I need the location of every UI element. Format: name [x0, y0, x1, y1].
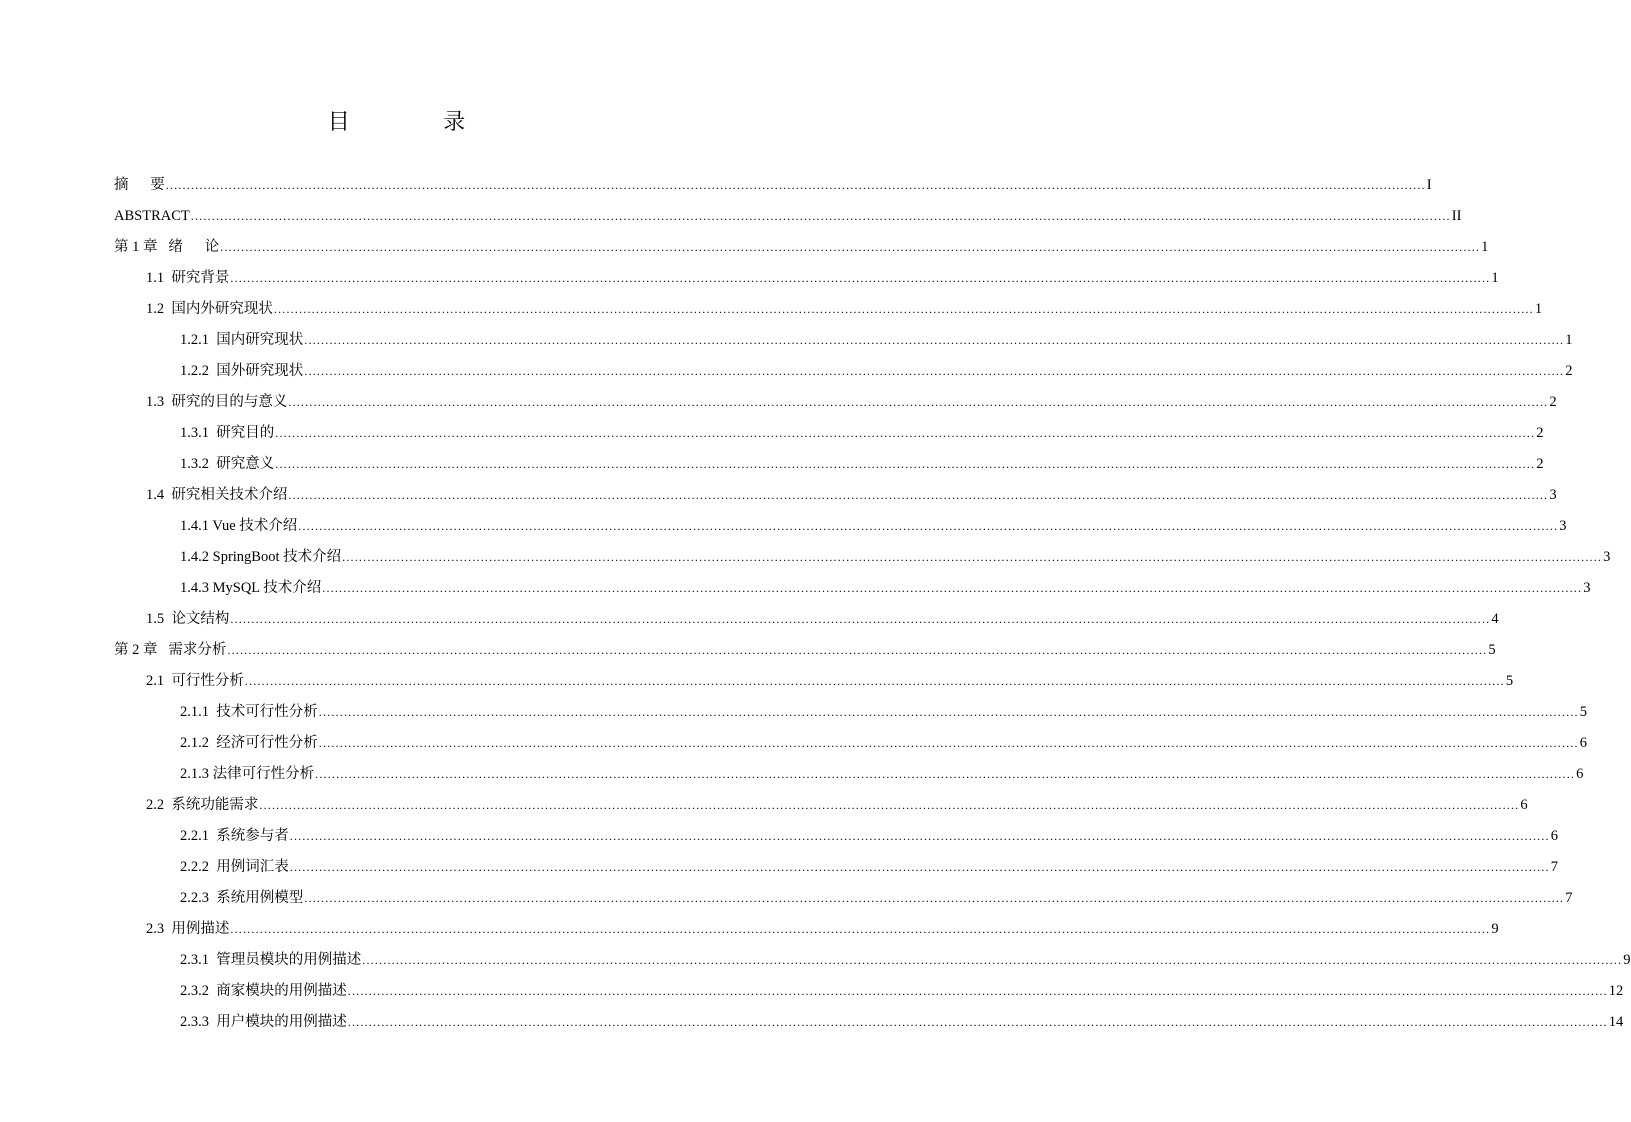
toc-entry[interactable]	[114, 233, 1489, 261]
toc-page-number: 3	[1549, 487, 1557, 503]
toc-entry-label: 1.5 论文结构	[146, 611, 230, 627]
toc-entry[interactable]	[146, 791, 1528, 819]
toc-page-number: 1	[1565, 332, 1573, 348]
toc-entry[interactable]	[180, 946, 1631, 974]
toc-entry-label: 1.4.2 SpringBoot 技术介绍	[180, 549, 342, 565]
toc-leader-dots: ............................................................................................................................................................................................................................................................................................................	[230, 922, 1491, 936]
toc-entry-label: 2.1 可行性分析	[146, 673, 244, 689]
toc-entry-label: 1.2.1 国内研究现状	[180, 332, 304, 348]
toc-page-number: 1	[1481, 239, 1489, 255]
toc-entry[interactable]	[180, 729, 1587, 757]
toc-entry[interactable]	[180, 760, 1584, 788]
toc-entry[interactable]	[180, 543, 1611, 571]
toc-page-number: 2	[1565, 363, 1573, 379]
toc-entry[interactable]	[180, 450, 1544, 478]
toc-entry-label: 2.3 用例描述	[146, 921, 230, 937]
toc-page-number: 9	[1623, 952, 1631, 968]
toc-page-number: 2	[1536, 456, 1544, 472]
toc-entry-label: 1.3.2 研究意义	[180, 456, 275, 472]
toc-entry-label: 2.2.1 系统参与者	[180, 828, 289, 844]
toc-page-number: 7	[1550, 859, 1558, 875]
toc-page-number: 5	[1579, 704, 1587, 720]
toc-leader-dots: ............................................................................................................................................................................................................................................................................................................	[304, 891, 1565, 905]
toc-leader-dots: ............................................................................................................................................................................................................................................................................................................	[288, 488, 1549, 502]
toc-leader-dots: ............................................................................................................................................................................................................................................................................................................	[288, 395, 1549, 409]
toc-entry[interactable]	[146, 295, 1543, 323]
toc-page-number: I	[1426, 177, 1432, 193]
toc-page-number: 7	[1565, 890, 1573, 906]
toc-leader-dots: ............................................................................................................................................................................................................................................................................................................	[273, 302, 1534, 316]
toc-entry[interactable]	[180, 326, 1573, 354]
toc-page-number: 6	[1579, 735, 1587, 751]
toc-leader-dots: ............................................................................................................................................................................................................................................................................................................	[318, 705, 1579, 719]
toc-entry[interactable]	[146, 264, 1499, 292]
toc-leader-dots: ............................................................................................................................................................................................................................................................................................................	[220, 240, 1481, 254]
toc-page-number: 3	[1559, 518, 1567, 534]
toc-leader-dots: ............................................................................................................................................................................................................................................................................................................	[318, 736, 1579, 750]
toc-entry[interactable]	[180, 512, 1567, 540]
toc-leader-dots: ............................................................................................................................................................................................................................................................................................................	[259, 798, 1520, 812]
toc-entry-label: 1.3.1 研究目的	[180, 425, 275, 441]
toc-page-number: 5	[1505, 673, 1514, 689]
toc-leader-dots: ............................................................................................................................................................................................................................................................................................................	[322, 581, 1583, 595]
toc-entry-label: 1.3 研究的目的与意义	[146, 394, 288, 410]
toc-entry-label: 2.2.2 用例词汇表	[180, 859, 289, 875]
toc-entry[interactable]	[180, 884, 1573, 912]
toc-entry-label: 摘 要	[114, 177, 165, 193]
toc-leader-dots: ............................................................................................................................................................................................................................................................................................................	[342, 550, 1603, 564]
toc-leader-dots: ............................................................................................................................................................................................................................................................................................................	[304, 333, 1565, 347]
toc-entry[interactable]	[180, 698, 1587, 726]
toc-entry-label: 2.1.2 经济可行性分析	[180, 735, 318, 751]
toc-leader-dots: ............................................................................................................................................................................................................................................................................................................	[275, 457, 1536, 471]
toc-leader-dots: ............................................................................................................................................................................................................................................................................................................	[227, 643, 1488, 657]
toc-entry[interactable]	[146, 915, 1499, 943]
toc-page-number: 9	[1491, 921, 1499, 937]
toc-page-number: II	[1451, 208, 1462, 224]
toc-leader-dots: ............................................................................................................................................................................................................................................................................................................	[362, 953, 1623, 967]
toc-entry[interactable]	[114, 171, 1432, 199]
toc-entry-label: 1.2.2 国外研究现状	[180, 363, 304, 379]
toc-leader-dots: ............................................................................................................................................................................................................................................................................................................	[347, 1015, 1608, 1029]
toc-entry-label: ABSTRACT	[114, 208, 190, 224]
toc-entry[interactable]	[146, 605, 1499, 633]
toc-page-number: 6	[1550, 828, 1558, 844]
toc-entry-label: 2.3.3 用户模块的用例描述	[180, 1014, 347, 1030]
toc-page-number: 3	[1583, 580, 1591, 596]
toc-page-number: 1	[1534, 301, 1543, 317]
toc-leader-dots: ............................................................................................................................................................................................................................................................................................................	[304, 364, 1565, 378]
toc-leader-dots: ............................................................................................................................................................................................................................................................................................................	[230, 271, 1491, 285]
toc-leader-dots: ............................................................................................................................................................................................................................................................................................................	[289, 829, 1550, 843]
toc-leader-dots: ............................................................................................................................................................................................................................................................................................................	[289, 860, 1550, 874]
toc-entry[interactable]	[146, 667, 1514, 695]
toc-entry-label: 1.1 研究背景	[146, 270, 230, 286]
toc-entry-label: 2.1.3 法律可行性分析	[180, 766, 315, 782]
toc-page-number: 4	[1491, 611, 1499, 627]
toc-page-number: 5	[1488, 642, 1496, 658]
toc-leader-dots: ............................................................................................................................................................................................................................................................................................................	[347, 984, 1608, 998]
toc-entry[interactable]	[180, 977, 1624, 1005]
toc-entry-label: 2.2 系统功能需求	[146, 797, 259, 813]
toc-page-number: 6	[1576, 766, 1584, 782]
toc-page-number: 2	[1549, 394, 1557, 410]
toc-entry[interactable]	[146, 481, 1557, 509]
toc-leader-dots: ............................................................................................................................................................................................................................................................................................................	[190, 209, 1451, 223]
toc-entry-label: 第 2 章 需求分析	[114, 642, 227, 658]
toc-entry-label: 2.3.1 管理员模块的用例描述	[180, 952, 362, 968]
toc-entry-label: 2.2.3 系统用例模型	[180, 890, 304, 906]
toc-entry[interactable]	[146, 388, 1557, 416]
toc-page-number: 3	[1603, 549, 1611, 565]
toc-entry-label: 1.4 研究相关技术介绍	[146, 487, 288, 503]
page-title: 目 录	[327, 109, 510, 134]
toc-page-number: 1	[1491, 270, 1499, 286]
toc-entry-label: 2.1.1 技术可行性分析	[180, 704, 318, 720]
toc-leader-dots: ............................................................................................................................................................................................................................................................................................................	[315, 767, 1576, 781]
toc-entry[interactable]	[180, 1008, 1624, 1036]
toc-leader-dots: ............................................................................................................................................................................................................................................................................................................	[165, 178, 1426, 192]
toc-entry-label: 1.4.3 MySQL 技术介绍	[180, 580, 322, 596]
toc-entry-label: 1.2 国内外研究现状	[146, 301, 273, 317]
toc-entry[interactable]	[180, 574, 1591, 602]
toc-entry-label: 1.4.1 Vue 技术介绍	[180, 518, 298, 534]
toc-entry[interactable]	[180, 822, 1558, 850]
toc-leader-dots: ............................................................................................................................................................................................................................................................................................................	[275, 426, 1536, 440]
toc-entry[interactable]	[114, 202, 1462, 230]
toc-entry[interactable]	[114, 636, 1496, 664]
toc-page-number: 6	[1520, 797, 1528, 813]
toc-page-number: 12	[1608, 983, 1624, 999]
toc-leader-dots: ............................................................................................................................................................................................................................................................................................................	[230, 612, 1491, 626]
toc-entry-label: 第 1 章 绪 论	[114, 239, 220, 255]
toc-leader-dots: ............................................................................................................................................................................................................................................................................................................	[298, 519, 1559, 533]
toc-leader-dots: ............................................................................................................................................................................................................................................................................................................	[244, 674, 1505, 688]
toc-entry[interactable]	[180, 853, 1558, 881]
toc-page-number: 14	[1608, 1014, 1624, 1030]
toc-page-number: 2	[1536, 425, 1544, 441]
toc-entry-label: 2.3.2 商家模块的用例描述	[180, 983, 347, 999]
toc-entry[interactable]	[180, 419, 1544, 447]
toc-entry[interactable]	[180, 357, 1573, 385]
